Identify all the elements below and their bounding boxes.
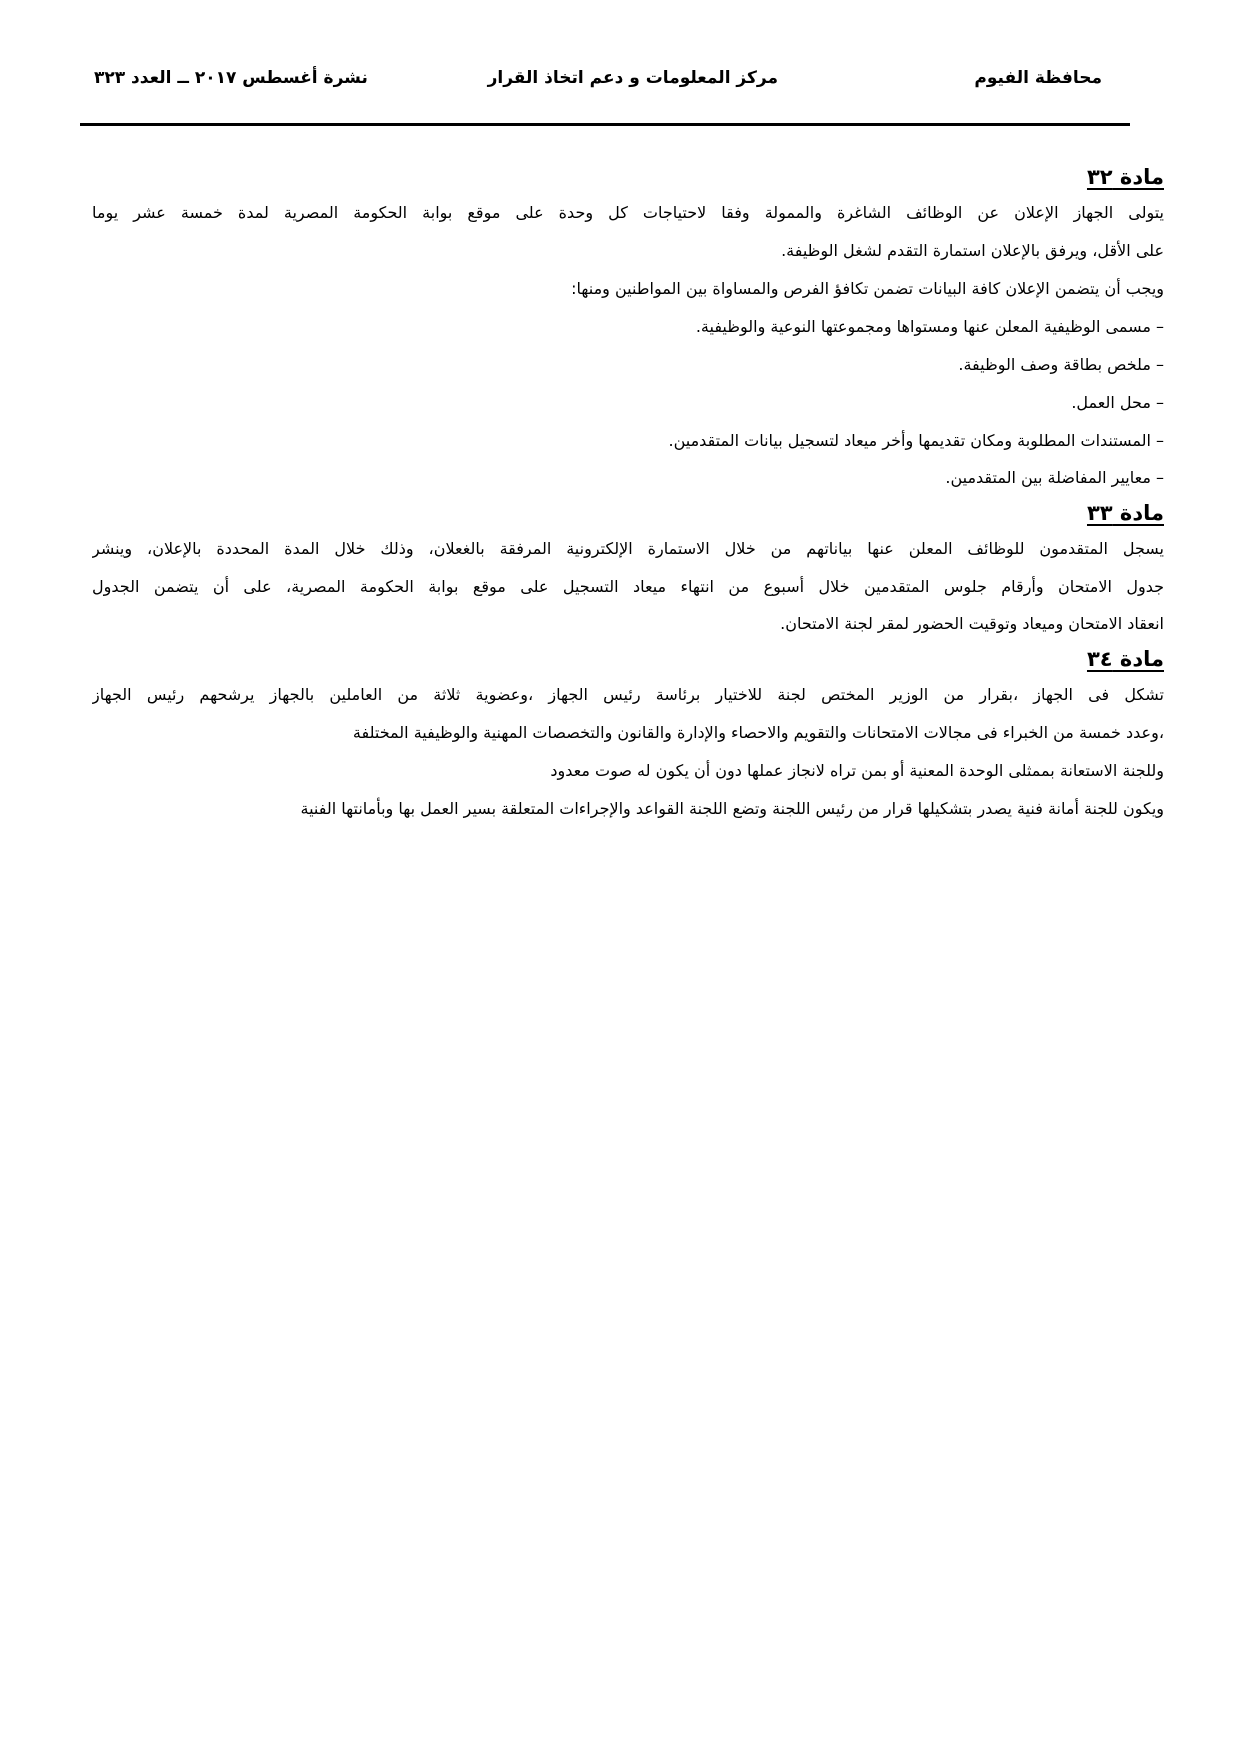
article-paragraph-line: انعقاد الامتحان وميعاد وتوقيت الحضور لمقر لجنة الامتحان.: [780, 614, 1164, 633]
article-title: مادة ٣٢: [1086, 165, 1164, 189]
article-32: [92, 160, 1164, 496]
article-paragraph-line: ويجب أن يتضمن الإعلان كافة البيانات تضمن تكافؤ الفرص والمساواة بين المواطنين ومنها:: [571, 279, 1164, 298]
header-divider: [80, 123, 1130, 126]
article-34: [92, 642, 1164, 828]
page-header: [88, 68, 1122, 108]
article-paragraph-line: ،وعدد خمسة من الخبراء فى مجالات الامتحانات والتقويم والاحصاء والإدارة والقانون والتخصصات المهنية والوظيفية المختلفة: [352, 723, 1164, 742]
list-item: – محل العمل.: [1071, 393, 1164, 412]
article-paragraph-line: يسجل المتقدمون للوظائف المعلن عنها بياناتهم من خلال الاستمارة الإلكترونية المرفقة بالغعلان، وذلك خلال المدة المحددة بالإعلان، وينشر: [92, 539, 1164, 558]
document-body: [92, 160, 1164, 828]
center-name: مركز المعلومات و دعم اتخاذ القرار: [487, 68, 778, 88]
article-paragraph-line: جدول الامتحان وأرقام جلوس المتقدمين خلال أسبوع من انتهاء ميعاد التسجيل على موقع بوابة الحكومة المصرية، على أن يتضمن الجدول: [92, 577, 1164, 596]
article-paragraph-line: ويكون للجنة أمانة فنية يصدر بتشكيلها قرار من رئيس اللجنة وتضع اللجنة القواعد والإجراءات المتعلقة بسير العمل بها وبأمانتها الفنية: [300, 799, 1164, 818]
article-paragraph-line: تشكل فى الجهاز ،بقرار من الوزير المختص لجنة للاختيار برئاسة رئيس الجهاز ،وعضوية ثلاثة من العاملين بالجهاز يرشحهم رئيس الجهاز: [92, 685, 1164, 704]
list-item: – المستندات المطلوبة ومكان تقديمها وأخر ميعاد لتسجيل بيانات المتقدمين.: [668, 431, 1164, 450]
article-paragraph-line: يتولى الجهاز الإعلان عن الوظائف الشاغرة والممولة وفقا لاحتياجات كل وحدة على موقع بوابة الحكومة المصرية لمدة خمسة عشر يوما: [92, 203, 1164, 222]
list-item: – معايير المفاضلة بين المتقدمين.: [945, 468, 1164, 487]
article-title: مادة ٣٣: [1086, 501, 1164, 525]
article-title: مادة ٣٤: [1086, 647, 1164, 671]
list-item: – ملخص بطاقة وصف الوظيفة.: [958, 355, 1164, 374]
article-paragraph-line: على الأقل، ويرفق بالإعلان استمارة التقدم لشغل الوظيفة.: [781, 241, 1164, 260]
governorate-name: محافظة الفيوم: [974, 68, 1102, 88]
article-33: [92, 496, 1164, 642]
list-item: – مسمى الوظيفية المعلن عنها ومستواها ومجموعتها النوعية والوظيفية.: [695, 317, 1164, 336]
article-paragraph-line: وللجنة الاستعانة بممثلى الوحدة المعنية أو بمن تراه لانجاز عملها دون أن يكون له صوت معدود: [550, 761, 1164, 780]
bulletin-issue: نشرة أغسطس ٢٠١٧ ــ العدد ٣٢٣: [94, 68, 368, 88]
